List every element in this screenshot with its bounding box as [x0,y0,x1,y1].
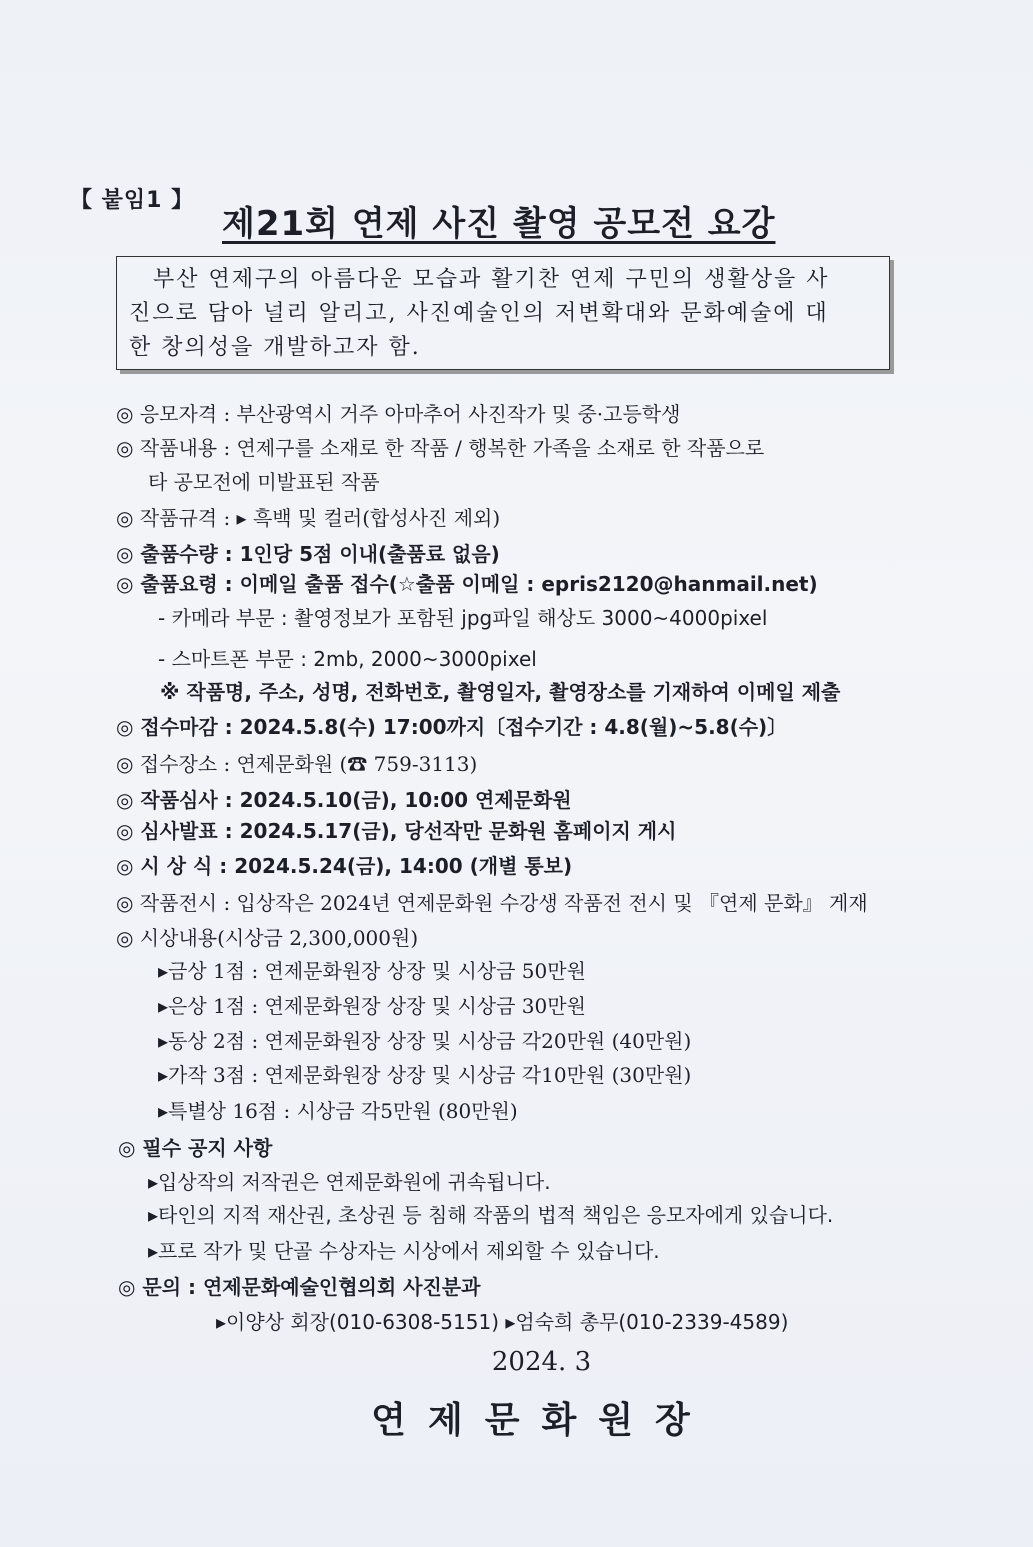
item-inquiry: ◎ 문의 : 연제문화예술인협의회 사진분과 [118,1275,481,1299]
prize-bronze: ▸동상 2점 : 연제문화원장 상장 및 시상금 각20만원 (40만원) [158,1029,692,1053]
item-notices: ◎ 필수 공지 사항 [118,1136,273,1160]
notice-liability: ▸타인의 지적 재산권, 초상권 등 침해 작품의 법적 책임은 응모자에게 있습니다. [148,1203,834,1227]
item-smartphone: - 스마트폰 부문 : 2mb, 2000~3000pixel [158,647,537,671]
prize-honorable: ▸가작 3점 : 연제문화원장 상장 및 시상금 각10만원 (30만원) [158,1063,692,1087]
item-content-cont: 타 공모전에 미발표된 작품 [148,470,380,494]
item-prizes: ◎ 시상내용(시상금 2,300,000원) [116,926,419,950]
item-exhibition: ◎ 작품전시 : 입상작은 2024년 연제문화원 수강생 작품전 전시 및 『연제 문화』 게재 [116,891,868,915]
item-content: ◎ 작품내용 : 연제구를 소재로 한 작품 / 행복한 가족을 소재로 한 작품으로 [116,436,765,460]
intro-line: 진으로 담아 널리 알리고, 사진예술인의 저변확대와 문화예술에 대 [129,301,829,326]
item-announcement: ◎ 심사발표 : 2024.5.17(금), 당선작만 문화원 홈페이지 게시 [116,819,677,843]
intro-box [116,256,890,370]
attachment-label: 【 붙임1 】 [70,188,195,213]
item-quantity: ◎ 출품수량 : 1인당 5점 이내(출품료 없음) [116,542,500,566]
item-submission: ◎ 출품요령 : 이메일 출품 접수(☆출품 이메일 : epris2120@hanmail.net) [116,572,818,596]
item-judging: ◎ 작품심사 : 2024.5.10(금), 10:00 연제문화원 [116,788,572,812]
item-deadline: ◎ 접수마감 : 2024.5.8(수) 17:00까지〔접수기간 : 4.8(월)~5.8(수)〕 [116,715,788,739]
prize-gold: ▸금상 1점 : 연제문화원장 상장 및 시상금 50만원 [158,959,586,983]
item-note: ※ 작품명, 주소, 성명, 전화번호, 촬영일자, 촬영장소를 기재하여 이메일 제출 [160,680,841,704]
prize-special: ▸특별상 16점 : 시상금 각5만원 (80만원) [158,1099,518,1123]
item-location: ◎ 접수장소 : 연제문화원 (☎ 759-3113) [116,752,478,776]
contact-info: ▸이양상 회장(010-6308-5151) ▸엄숙희 총무(010-2339-4589) [216,1310,789,1334]
item-ceremony: ◎ 시 상 식 : 2024.5.24(금), 14:00 (개별 통보) [116,854,573,878]
item-format: ◎ 작품규격 : ▸ 흑백 및 컬러(합성사진 제외) [116,506,501,530]
item-eligibility: ◎ 응모자격 : 부산광역시 거주 아마추어 사진작가 및 중·고등학생 [116,402,681,426]
intro-line: 부산 연제구의 아름다운 모습과 활기찬 연제 구민의 생활상을 사 [153,267,830,292]
notice-copyright: ▸입상작의 저작권은 연제문화원에 귀속됩니다. [148,1170,551,1194]
page-title: 제21회 연제 사진 촬영 공모전 요강 [222,204,776,244]
prize-silver: ▸은상 1점 : 연제문화원장 상장 및 시상금 30만원 [158,994,586,1018]
document-date: 2024. 3 [491,1347,592,1377]
intro-line: 한 창의성을 개발하고자 함. [129,335,421,360]
notice-exclusion: ▸프로 작가 및 단골 수상자는 시상에서 제외할 수 있습니다. [148,1239,660,1263]
issuer-name: 연제문화원장 [371,1399,712,1441]
item-camera: - 카메라 부문 : 촬영정보가 포함된 jpg파일 해상도 3000~4000pixel [158,606,768,630]
